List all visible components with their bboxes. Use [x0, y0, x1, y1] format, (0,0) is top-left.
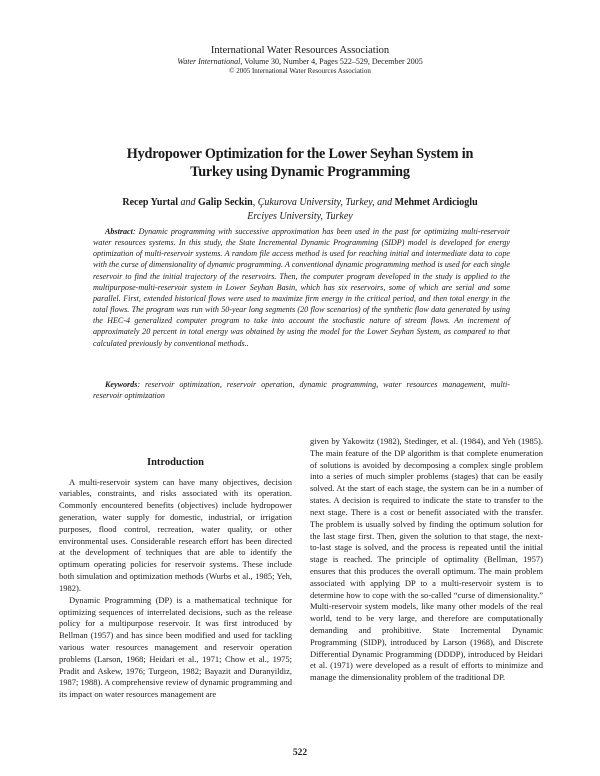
- paper-title-line-1: Hydropower Optimization for the Lower Seyhan System in: [126, 146, 474, 162]
- volume-details: , Volume 30, Number 4, Pages 522–529, December 2005: [240, 57, 423, 67]
- paper-title-line-2: Turkey using Dynamic Programming: [190, 164, 410, 181]
- journal-header: [0, 44, 600, 76]
- body-column-left: [59, 456, 292, 701]
- journal-title: International Water Resources Association: [210, 45, 390, 56]
- keywords: [93, 379, 510, 401]
- keywords-label: Keywords: [105, 380, 138, 389]
- abstract-label: Abstract: [105, 227, 133, 236]
- author-block: [60, 196, 540, 223]
- intro-paragraph-3: given by Yakowitz (1982), Stedinger, et al. (1984), and Yeh (1985). The main feature of the DP algorithm is that complete enumeration of solutions is avoided by decomposing a complex single problem into a series of much simpler problems (stages) that can be easily solved. At the start of each stage, the system can be in a number of states. A decision is required to indicate the state to transfer to the next stage. There is a cost or benefit associated with the transfer. The problem is usually solved by finding the optimum solution for the last stage first. Then, given the solution to that stage, the next-to-last stage is solved, and the process is repeated until the initial stage is reached. The principle of optimality (Bellman, 1957) ensures that this produces the overall optimum. The main problem associated with applying DP to a multi-reservoir system is to determine how to cope with the so-called “curse of dimensionality.” Multi-reservoir system models, like many other models of the real world, tend to be very large, and therefore are computationally demanding and prohibitive. State Incremental Dynamic Programming (SIDP), introduced by Larson (1968), and Discrete Differential Dynamic Programming (DDDP), introduced by Heidari et al. (1971) were developed as a result of efforts to minimize and manage the dimensionality problem of the traditional DP.: [310, 436, 543, 683]
- keywords-text: : reservoir optimization, reservoir operation, dynamic programming, water resources management, multi-reservoir optimization: [93, 380, 510, 401]
- author-affiliation-2-text: Erciyes University, Turkey: [247, 210, 353, 222]
- author-affiliation-1: , Çukurova University, Turkey, and: [252, 197, 395, 208]
- author-affiliation-2: [60, 210, 540, 224]
- author-name-1: Recep Yurtal: [122, 197, 178, 208]
- section-heading-introduction: Introduction: [147, 457, 204, 468]
- author-name-2: Galip Seckin: [198, 197, 253, 208]
- body-column-right: [310, 436, 543, 684]
- intro-paragraph-2: Dynamic Programming (DP) is a mathematical technique for optimizing sequences of interrelated decisions, such as the release policy for a multipurpose reservoir. It was first introduced by Bellman (1957) and has since been modified and used for tackling various water resources management and reservoir operation problems (Larson, 1968; Heidari et al., 1971; Chow et al., 1975; Pradit and Askew, 1976; Turgeon, 1982; Bayazit and Duranyildiz, 1987; 1988). A comprehensive review of dynamic programming and its impact on water resources management are: [59, 594, 292, 700]
- volume-info: [0, 57, 600, 67]
- copyright-line: © 2005 International Water Resources Association: [229, 67, 371, 76]
- author-line: [60, 196, 540, 210]
- page-number: 522: [292, 748, 308, 758]
- intro-paragraph-1: A multi-reservoir system can have many objectives, decision variables, constraints, and risks associated with its operation. Commonly encountered benefits (objectives) include hydropower generation, water supply for domestic, industrial, or irrigation purposes, flood control, recreation, water quality, or other environmental uses. Considerable research effort has been directed at the development of techniques that are able to identify the optimum operating policies for reservoir systems. These include both simulation and optimization methods (Wurbs et al., 1985; Yeh, 1982).: [59, 476, 292, 593]
- journal-name: Water International: [177, 57, 241, 67]
- author-name-3: Mehmet Ardicioglu: [394, 197, 478, 208]
- paper-title: [80, 145, 520, 182]
- author-conjunction: and: [178, 197, 198, 208]
- abstract-text: : Dynamic programming with successive approximation has been used in the past for optimizing multi-reservoir water resources systems. In this study, the State Incremental Dynamic Programming (SIDP) model is developed for energy optimization of multi-reservoir systems. A random file access method is used for reaching initial and intermediate data to cope with the curse of dimensionality of dynamic programming. A conventional dynamic programming method is used for each single reservoir to find the initial trajectory of the reservoirs. Then, the computer program developed in the study is applied to the multipurpose-multi-reservoir system in Lower Seyhan Basin, which has six reservoirs, some of which are serial and some parallel. First, extended historical flows were used to maximize firm energy in the critical period, and then total energy in the total flows. The program was run with 50-year long segments (20 flow scenarios) of the synthetic flow data generated by using the HEC-4 generalized computer program to take into account the stochastic nature of stream flows. An increment of approximately 20 percent in total energy was obtained by using the model for the Lower Seyhan System, as compared to that calculated previously by conventional methods..: [93, 227, 510, 348]
- abstract: [93, 226, 510, 349]
